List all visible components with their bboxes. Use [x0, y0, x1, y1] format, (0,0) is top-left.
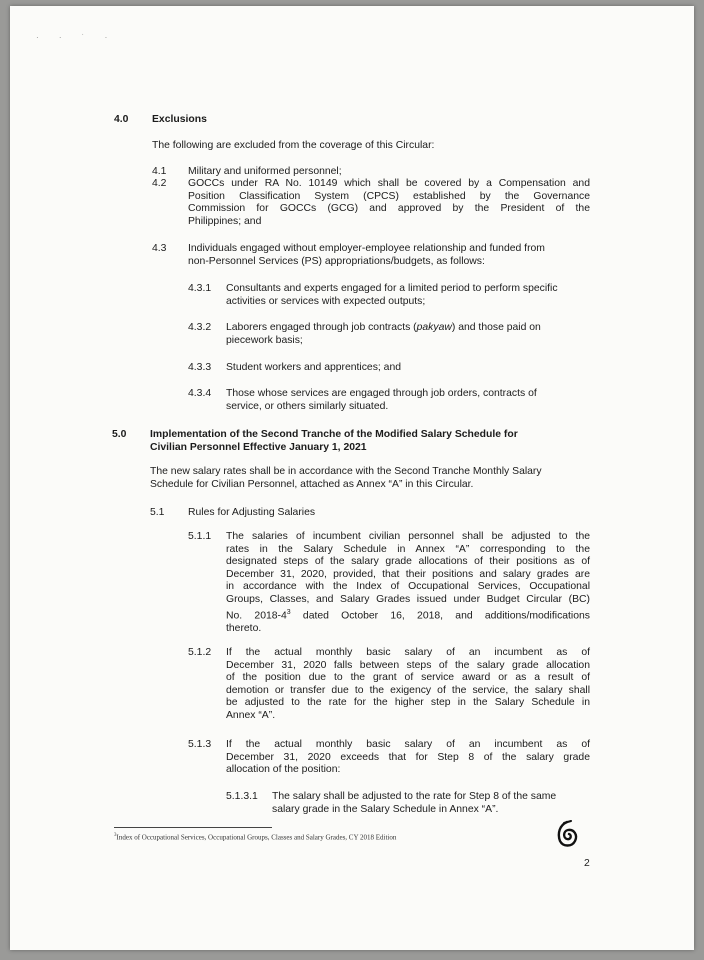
section-5-intro: The new salary rates shall be in accordance with the Second Tranche Monthly Salary Schedule for Civilian Personnel, attached as Annex “A” in this Circular. [150, 466, 542, 490]
rule-5-1-3-number: 5.1.3 [188, 739, 212, 750]
item-4-1-number: 4.1 [152, 166, 167, 177]
item-4-3-1-text: Consultants and experts engaged for a limited period to perform specific activities or services with expected outputs; [226, 283, 558, 307]
subsection-5-1-number: 5.1 [150, 507, 165, 518]
scan-specks: · · ˙ · [36, 33, 117, 42]
rule-5-1-3-text: If the actual monthly basic salary of an incumbent as of December 31, 2020 exceeds that for Step 8 of the salary grade allocation of the position: [226, 739, 590, 776]
item-4-2-text: GOCCs under RA No. 10149 which shall be covered by a Compensation and Position Classification System (CPCS) established by the Governance Commission for GOCCs (GCG) and approved by the President of the Philippines; and [188, 178, 590, 227]
section-4-heading: Exclusions [152, 114, 207, 125]
rule-5-1-2-number: 5.1.2 [188, 647, 212, 658]
footnote-rule [114, 827, 272, 828]
item-4-3-4-number: 4.3.4 [188, 388, 212, 399]
item-4-3-text: Individuals engaged without employer-employee relationship and funded from non-Personnel Services (PS) appropriations/budgets, as follows: [188, 243, 545, 267]
section-4-intro: The following are excluded from the coverage of this Circular: [152, 140, 435, 151]
footnote-ref: 3 [286, 608, 291, 616]
rule-5-1-1-text: The salaries of incumbent civilian personnel shall be adjusted to the rates in the Salary Schedule in Annex “A” corresponding to the designated steps of the salary grade allocations of their positions as of December 31, 2020, provided, that their positions and salary grades are in accordance with the Index of Occupational Services, Occupational Groups, Classes, and Salary Grades issued under Budget Circular (BC) No. $2018-4^3$ dated October 16, 2018, and additions/modifications thereto. [226, 531, 590, 634]
footnote: $^3$Index of Occupational Services, Occupational Groups, Classes and Salary Grades, CY 2018 Edition [114, 833, 397, 842]
pakyaw-term: pakyaw [416, 322, 452, 333]
initials-signature-icon [554, 819, 580, 849]
item-4-3-1-number: 4.3.1 [188, 283, 212, 294]
item-4-3-number: 4.3 [152, 243, 167, 254]
item-4-3-3-number: 4.3.3 [188, 362, 212, 373]
document-page [10, 6, 694, 950]
rule-5-1-2-text: If the actual monthly basic salary of an incumbent as of December 31, 2020 falls between steps of the salary grade allocation of the position due to the grant of service award or as a result of demotion or transfer due to the exigency of the service, the salary shall be adjusted to the rate for the higher step in the Salary Schedule in Annex “A”. [226, 647, 590, 721]
section-5-heading: Implementation of the Second Tranche of the Modified Salary Schedule for Civilian Personnel Effective January 1, 2021 [150, 429, 518, 453]
section-4-number: 4.0 [114, 114, 129, 125]
item-4-3-4-text: Those whose services are engaged through job orders, contracts of service, or others similarly situated. [226, 388, 537, 412]
item-4-3-2-text: Laborers engaged through job contracts (pakyaw) and those paid on piecework basis; [226, 322, 541, 346]
item-4-1-text: Military and uniformed personnel; [188, 166, 342, 177]
item-4-2-number: 4.2 [152, 178, 167, 189]
item-4-3-3-text: Student workers and apprentices; and [226, 362, 402, 373]
item-4-3-2-number: 4.3.2 [188, 322, 212, 333]
rule-5-1-3-1-number: 5.1.3.1 [226, 791, 258, 802]
subsection-5-1-title: Rules for Adjusting Salaries [188, 507, 316, 518]
rule-5-1-1-number: 5.1.1 [188, 531, 212, 542]
section-5-number: 5.0 [112, 429, 127, 440]
rule-5-1-3-1-text: The salary shall be adjusted to the rate for Step 8 of the same salary grade in the Salary Schedule in Annex “A”. [272, 791, 557, 815]
page-number: 2 [584, 858, 590, 869]
